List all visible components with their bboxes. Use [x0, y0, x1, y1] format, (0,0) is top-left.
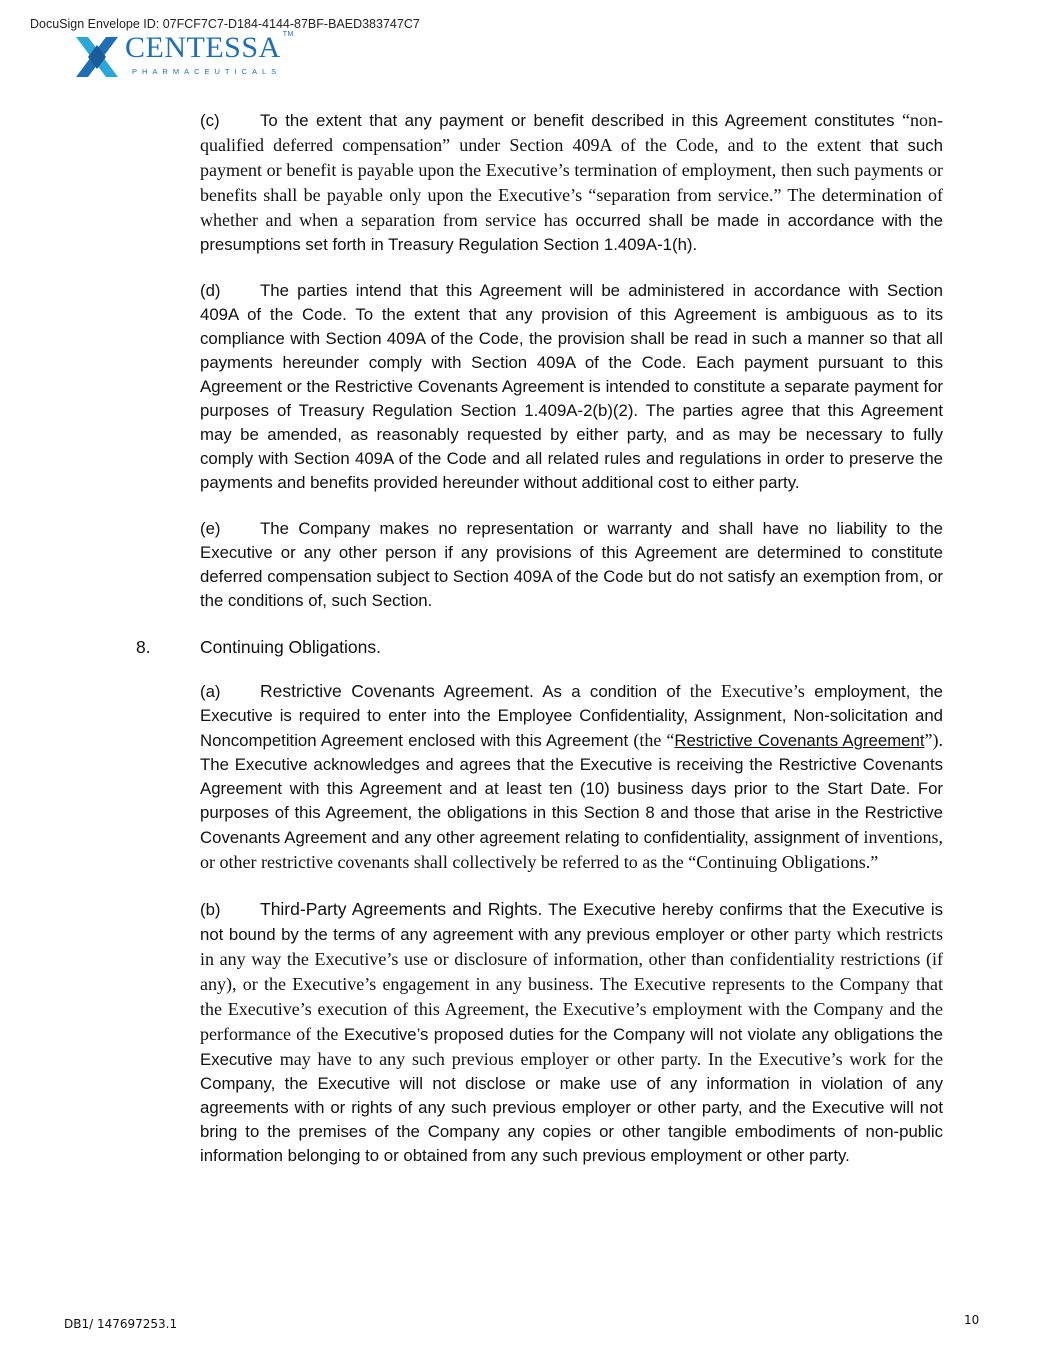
paragraph-text: than — [691, 950, 725, 969]
logo-subtitle: PHARMACEUTICALS — [132, 67, 282, 76]
paragraph-text: The parties intend that this Agreement will be administered in accordance with Section 409A of the Code. To the extent that any provision of this Agreement is ambiguous as to its compliance with Section 409A of the Code, the provision shall be read in such a manner so that all payments hereunder comply with Section 409A of the Code. Each payment pursuant to this Agreement or the Restrictive Covenants Agreement is intended to constitute a separate payment for purposes of Treasury Regulation Section 1.409A-2(b)(2). The parties agree that this Agreement may be amended, as reasonably requested by either party, and as may be necessary to fully comply with Section 409A of the Code and all related rules and regulations in order to preserve the payments and benefits provided hereunder without additional cost to either party. — [200, 281, 943, 492]
paragraph-label: (a) — [200, 682, 221, 701]
paragraph-text: confidentiality restrictions (if any), or the Executive’s engagement in any business. The Executive represents to the Company that the Executive’s execution of this Agreement, the Executive’s employment with the Company and the performance of the — [200, 949, 944, 1044]
paragraph-text: payment or benefit is payable upon the Executive’s termination of employment, then such payments or benefits shall be payable only upon the Executive’s “separation from service.” The determination of whether and when a separation from service has — [200, 160, 943, 230]
paragraph-text: As a condition of — [542, 682, 681, 701]
section-8-heading — [136, 635, 943, 659]
paragraph-7c — [200, 108, 943, 257]
paragraph-text: ”). — [924, 730, 943, 750]
page-number: 10 — [964, 1313, 980, 1327]
paragraph-heading: Third-Party Agreements and Rights. — [260, 899, 543, 919]
paragraph-text: To the extent that any payment or benefit described in this Agreement constitutes — [260, 111, 895, 130]
paragraph-8a — [200, 679, 943, 875]
paragraph-text: (the “ — [633, 730, 675, 750]
paragraph-text: the Executive’s — [689, 681, 805, 701]
paragraph-text: Company, the Executive will not disclose or make use of any information in violation of any agreements with or rights of any such previous employer or other party, and the Executive will not bring to the premises of the Company any copies or other tangible embodiments of non-public information belonging to or obtained from any such previous employment or other party. — [200, 1074, 943, 1165]
paragraph-7d — [200, 279, 943, 495]
logo-wordmark — [125, 31, 294, 65]
paragraph-text: “non-qualified deferred compensation” under Section 409A of the Code, and to the extent — [200, 110, 943, 155]
paragraph-text: may have to any such previous employer or other party. In the Executive’s work for the — [279, 1049, 944, 1069]
paragraph-text: The Executive acknowledges and agrees that the Executive is receiving the Restrictive Covenants Agreement with this Agreement and at least ten (10) business days prior to the Start Date. For purposes of this Agreement, the obligations in this Section 8 and those that arise in the Restrictive Covenants Agreement and any other agreement relating to confidentiality, assignment of — [200, 755, 943, 847]
logo-trademark: TM — [282, 31, 294, 38]
paragraph-label: (c) — [200, 111, 220, 130]
centessa-x-mark-icon — [74, 35, 120, 79]
paragraph-label: (e) — [200, 519, 221, 538]
paragraph-text: that such — [870, 136, 944, 155]
paragraph-heading: Restrictive Covenants Agreement. — [260, 681, 534, 701]
paragraph-text: inventions, or other restrictive covenants shall collectively be referred to as the “Continuing Obligations.” — [200, 827, 943, 872]
defined-term: Restrictive Covenants Agreement — [674, 731, 925, 750]
paragraph-8b — [200, 897, 943, 1168]
paragraph-text: Executive’s proposed duties for the Company will not violate any obligations the Executive — [200, 1025, 943, 1069]
footer-document-id: DB1/ 147697253.1 — [64, 1317, 178, 1331]
docusign-envelope-id: DocuSign Envelope ID: 07FCF7C7-D184-4144-87BF-BAED383747C7 — [30, 17, 420, 31]
section-title: Continuing Obligations. — [200, 637, 381, 657]
centessa-logo — [74, 31, 314, 80]
paragraph-text: The Executive hereby confirms that the Executive is not bound by the terms of any agreement with any previous employer or other — [200, 900, 944, 944]
section-number: 8. — [136, 637, 151, 657]
paragraph-text: occurred shall be made in accordance with the presumptions set forth in Treasury Regulation Section 1.409A-1(h). — [200, 211, 944, 254]
paragraph-label: (d) — [200, 281, 221, 300]
paragraph-label: (b) — [200, 900, 221, 919]
paragraph-text: The Company makes no representation or warranty and shall have no liability to the Executive or any other person if any provisions of this Agreement are determined to constitute deferred compensation subject to Section 409A of the Code but do not satisfy an exemption from, or the conditions of, such Section. — [200, 519, 943, 610]
logo-name: CENTESSA — [125, 31, 281, 64]
paragraph-text: employment, the Executive is required to enter into the Employee Confidentiality, Assignment, Non-solicitation and Noncompetition Agreement enclosed with this Agreement — [200, 682, 943, 750]
document-body — [136, 108, 944, 1190]
paragraph-text: party which restricts in any way the Executive’s use or disclosure of information, other — [200, 924, 944, 969]
paragraph-7e — [200, 517, 943, 613]
